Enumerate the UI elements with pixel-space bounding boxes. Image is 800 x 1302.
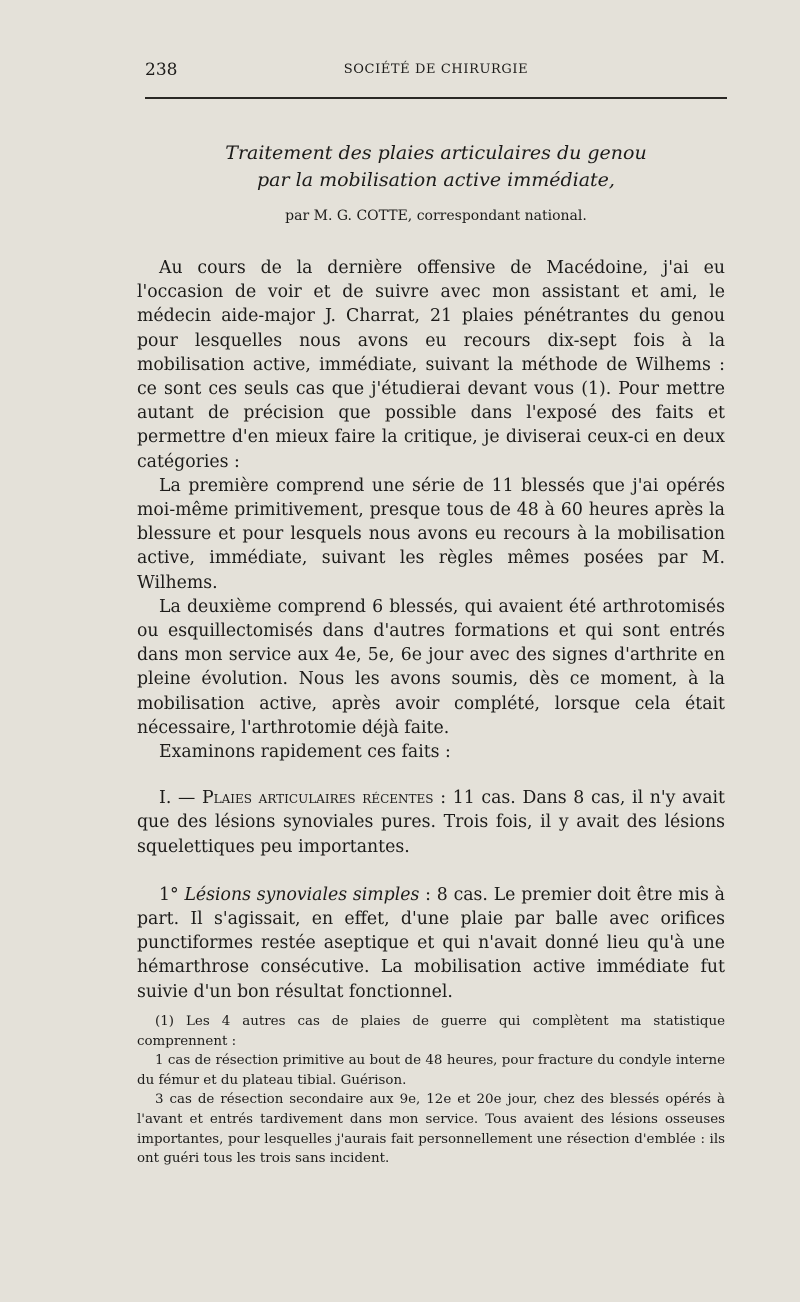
footnote-intro: (1) Les 4 autres cas de plaies de guerre qui complètent ma statistique comprennent : [137, 1014, 725, 1049]
footnote-primary-resection: 1 cas de résection primitive au bout de 48 heures, pour fracture du condyle interne du fémur et du plateau tibial. Guérison. [137, 1053, 725, 1088]
section-number: I. — [159, 788, 196, 809]
article-title-line-2: par la mobilisation active immédiate, [257, 169, 615, 191]
section-text: : 11 cas. Dans 8 cas, il n'y avait que des lésions synoviales pures. Trois fois, il y avait des lésions squelettiques peu importantes. [137, 788, 725, 857]
footnote-secondary-resection: 3 cas de résection secondaire aux 9e, 12e et 20e jour, chez des blessés opérés à l'avant et entrés tardivement dans mon service. Tous avaient des lésions osseuses importantes, pour lesquelles j'aurais fait personnellement une résection d'emblée : ils ont guéri tous les trois sans incident. [137, 1092, 725, 1167]
article-title [145, 140, 727, 194]
paragraph-second-category: La deuxième comprend 6 blessés, qui avaient été arthrotomisés ou esquillectomisés dans d'autres formations et qui sont entrés dans mon service aux 4e, 5e, 6e jour avec des signes d'arthrite en pleine évolution. Nous les avons soumis, dès ce moment, à la mobilisation active, après avoir complété, lorsque cela était nécessaire, l'arthrotomie déjà faite. [137, 596, 725, 738]
paragraph-transition: Examinons rapidement ces faits : [159, 742, 451, 763]
subsection-number: 1° [159, 884, 179, 905]
paragraph-introduction: Au cours de la dernière offensive de Macédoine, j'ai eu l'occasion de voir et de suivre avec mon assistant et ami, le médecin aide-major J. Charrat, 21 plaies pénétrantes du genou pour lesquelles nous avons eu recours dix-sept fois à la mobilisation active, immédiate, suivant la méthode de Wilhems : ce sont ces seuls cas que j'étudierai devant vous (1). Pour mettre autant de précision que possible dans l'exposé des faits et permettre d'en mieux faire la critique, je diviserai ceux-ci en deux catégories : [137, 258, 725, 472]
body-text [137, 256, 725, 1004]
footnotes [137, 1012, 725, 1169]
header-rule [145, 97, 727, 99]
subsection-heading: Lésions synoviales simples [184, 884, 420, 905]
page-number: 238 [145, 60, 178, 80]
running-head [145, 60, 727, 86]
article-title-line-1: Traitement des plaies articulaires du genou [225, 142, 647, 164]
section-heading: Plaies articulaires récentes [202, 788, 434, 809]
subsection-synovial-lesions [137, 883, 725, 1004]
paragraph-first-category: La première comprend une série de 11 blessés que j'ai opérés moi-même primitivement, presque tous de 48 à 60 heures après la blessure et pour lesquels nous avons eu recours à la mobilisation active, immédiate, suivant les règles mêmes posées par M. Wilhems. [137, 475, 725, 593]
section-recent-wounds [137, 786, 725, 859]
subsection-text: : 8 cas. Le premier doit être mis à part. Il s'agissait, en effet, d'une plaie par balle avec orifices punctiformes restée aseptique et qui n'avait donné lieu qu'à une hémarthrose consécutive. La mobilisation active immédiate fut suivie d'un bon résultat fonctionnel. [137, 884, 725, 1002]
running-title: SOCIÉTÉ DE CHIRURGIE [343, 62, 529, 77]
byline: par M. G. COTTE, correspondant national. [285, 208, 587, 224]
